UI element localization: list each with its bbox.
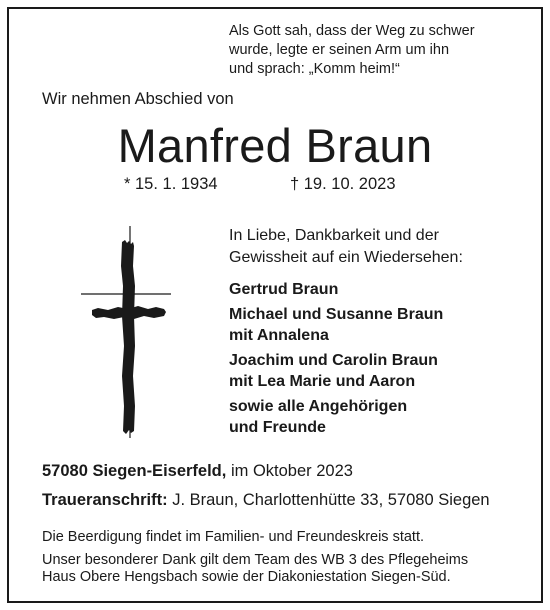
family-member: sowie alle Angehörigen [229,397,408,415]
thanks-line: Haus Obere Hengsbach sowie der Diakoniestation Siegen-Süd. [42,569,451,585]
poem-line: und sprach: „Komm heim!“ [229,61,400,77]
family-group [229,304,443,347]
cross-icon [78,226,178,438]
family-member: mit Lea Marie und Aaron [229,373,416,390]
family-member: und Freunde [229,419,326,436]
death-date: † 19. 10. 2023 [290,175,396,193]
poem [229,22,475,79]
place-location: 57080 Siegen-Eiserfeld, [42,462,227,480]
deceased-name: Manfred Braun [117,119,433,172]
address-label: Traueranschrift: [42,491,168,509]
family-member: mit Annalena [229,327,329,344]
family-member: Gertrud Braun [229,281,339,298]
birth-date: * 15. 1. 1934 [124,175,218,193]
place-date-line [42,462,353,481]
family-group [229,350,443,393]
mourning-address [42,491,490,510]
thanks-note [42,552,468,586]
place-date: im Oktober 2023 [226,462,353,480]
poem-line: Als Gott sah, dass der Weg zu schwer [229,23,475,39]
dedication [229,225,463,269]
funeral-note: Die Beerdigung findet im Familien- und Freundeskreis statt. [42,529,425,545]
family-group [229,279,443,301]
family-member: Joachim und Carolin Braun [229,351,438,369]
poem-line: wurde, legte er seinen Arm um ihn [229,42,450,58]
family-member: Michael und Susanne Braun [229,305,444,323]
family-group [229,396,443,439]
address-value: J. Braun, Charlottenhütte 33, 57080 Siegen [167,491,490,509]
thanks-line: Unser besonderer Dank gilt dem Team des WB 3 des Pflegeheims [42,552,469,568]
dedication-line: Gewissheit auf ein Wiedersehen: [229,249,463,266]
dedication-line: In Liebe, Dankbarkeit und der [229,227,439,244]
family-list [229,279,443,442]
intro-text: Wir nehmen Abschied von [42,90,234,108]
